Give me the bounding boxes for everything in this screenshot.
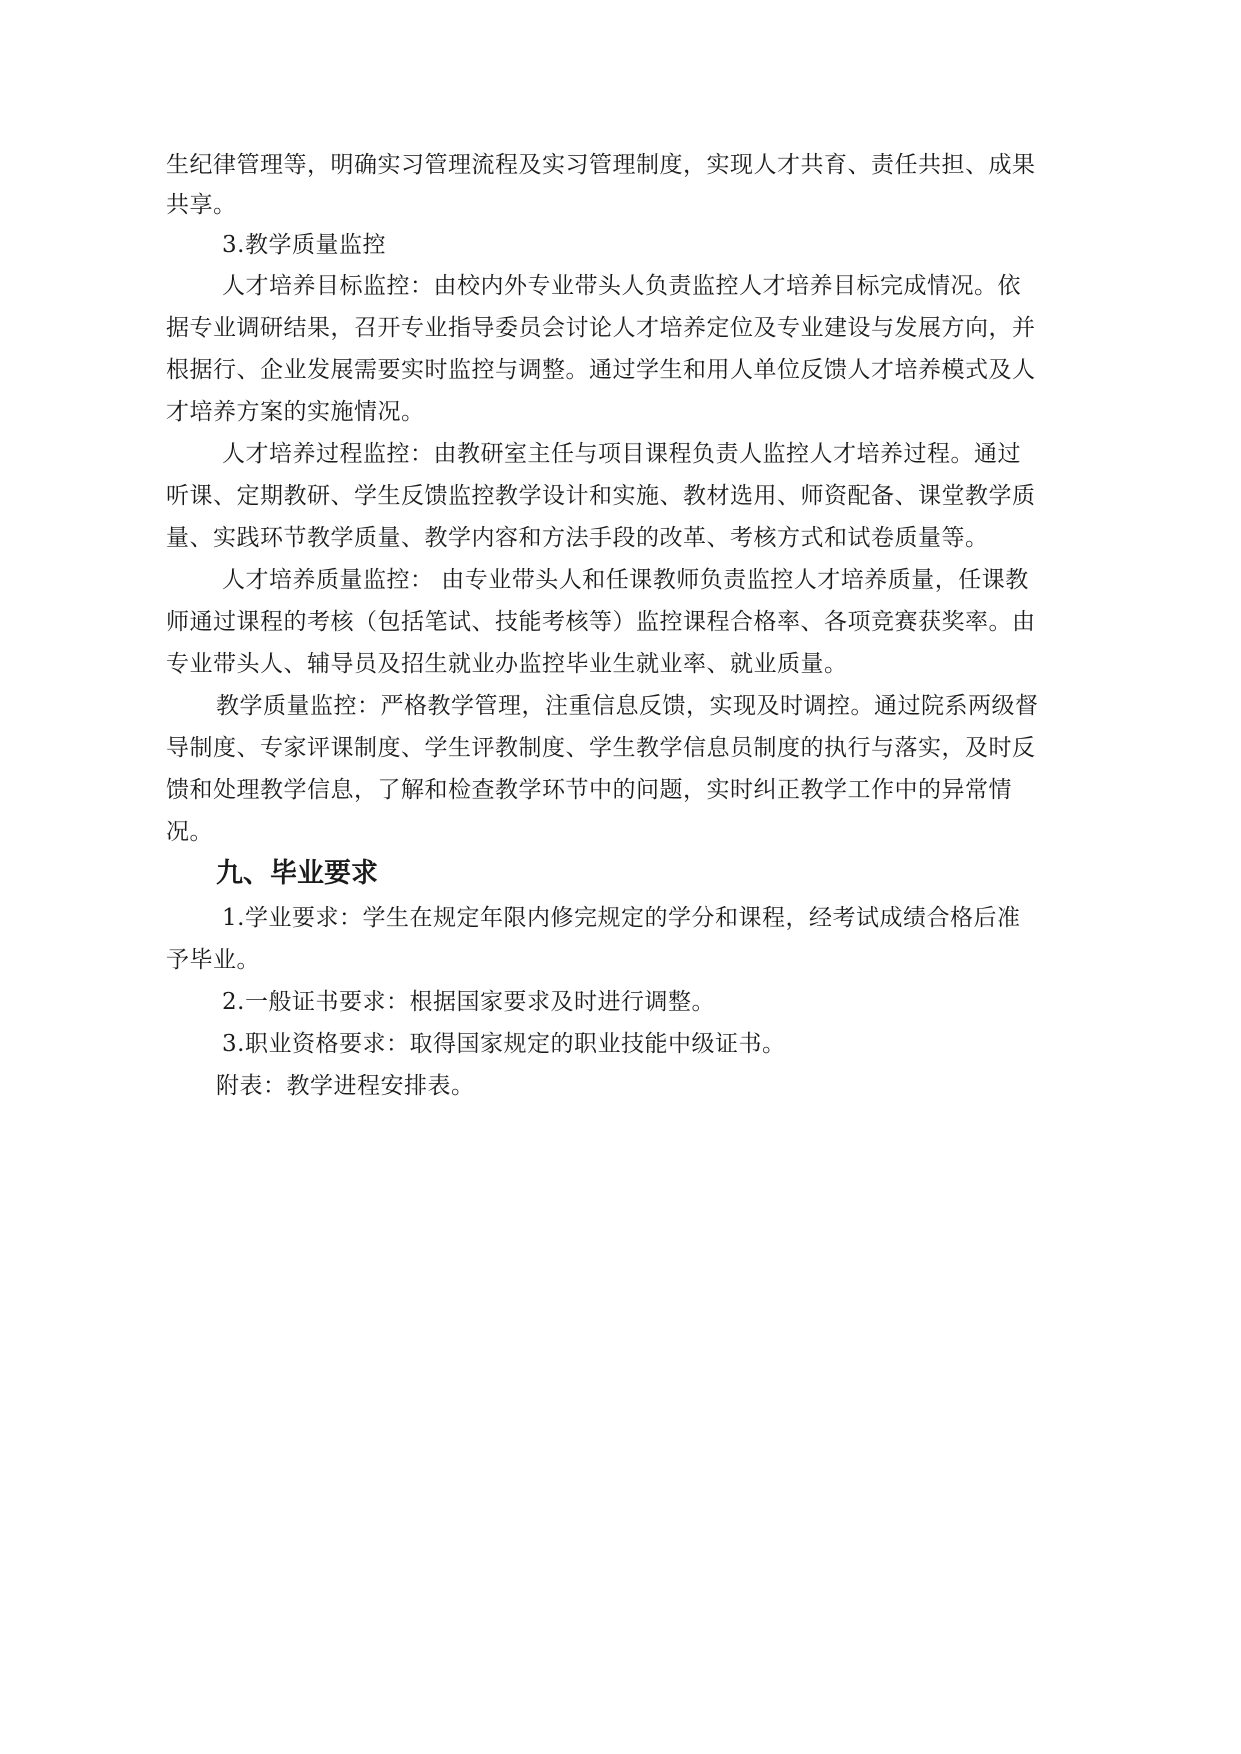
text-line: 根据行、企业发展需要实时监控与调整。通过学生和用人单位反馈人才培养模式及人 bbox=[166, 357, 1036, 383]
text-line: 听课、定期教研、学生反馈监控教学设计和实施、教材选用、师资配备、课堂教学质 bbox=[166, 483, 1036, 509]
text-line: 量、实践环节教学质量、教学内容和方法手段的改革、考核方式和试卷质量等。 bbox=[166, 525, 989, 551]
text-line: 人才培养质量监控： 由专业带头人和任课教师负责监控人才培养质量，任课教 bbox=[222, 567, 1029, 593]
text-line: 据专业调研结果，召开专业指导委员会讨论人才培养定位及专业建设与发展方向，并 bbox=[166, 315, 1036, 341]
text-line: 人才培养过程监控：由教研室主任与项目课程负责人监控人才培养过程。通过 bbox=[222, 441, 1021, 467]
text-line: 予毕业。 bbox=[166, 947, 260, 973]
text-line: 况。 bbox=[166, 819, 213, 845]
text-line: 专业带头人、辅导员及招生就业办监控毕业生就业率、就业质量。 bbox=[166, 651, 848, 677]
text-line: 生纪律管理等，明确实习管理流程及实习管理制度，实现人才共育、责任共担、成果 bbox=[166, 152, 1036, 178]
text-line: 才培养方案的实施情况。 bbox=[166, 399, 425, 425]
text-line: 附表：教学进程安排表。 bbox=[216, 1073, 475, 1099]
text-line: 人才培养目标监控：由校内外专业带头人负责监控人才培养目标完成情况。依 bbox=[222, 273, 1021, 299]
text-line: 3.职业资格要求：取得国家规定的职业技能中级证书。 bbox=[222, 1031, 786, 1057]
text-line: 师通过课程的考核（包括笔试、技能考核等）监控课程合格率、各项竞赛获奖率。由 bbox=[166, 609, 1036, 635]
subsection-title: 3.教学质量监控 bbox=[222, 232, 386, 258]
text-line: 馈和处理教学信息，了解和检查教学环节中的问题，实时纠正教学工作中的异常情 bbox=[166, 777, 1012, 803]
text-line: 共享。 bbox=[166, 192, 237, 218]
section-heading: 九、毕业要求 bbox=[216, 858, 378, 889]
text-line: 教学质量监控：严格教学管理，注重信息反馈，实现及时调控。通过院系两级督 bbox=[216, 693, 1039, 719]
text-line: 导制度、专家评课制度、学生评教制度、学生教学信息员制度的执行与落实，及时反 bbox=[166, 735, 1036, 761]
text-line: 1.学业要求：学生在规定年限内修完规定的学分和课程，经考试成绩合格后准 bbox=[222, 905, 1021, 931]
text-line: 2.一般证书要求：根据国家要求及时进行调整。 bbox=[222, 989, 715, 1015]
